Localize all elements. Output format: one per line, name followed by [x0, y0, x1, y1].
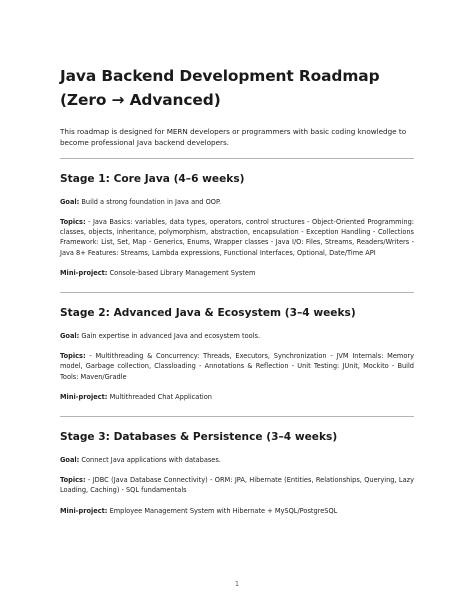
mini-project-text: Console-based Library Management System — [109, 268, 256, 277]
topics-label: Topics: — [60, 352, 86, 361]
intro-paragraph: This roadmap is designed for MERN developers or programmers with basic coding knowledge to become professional Java backend developers. — [60, 127, 407, 148]
goal-label: Goal: — [60, 332, 80, 341]
goal-text: Build a strong foundation in Java and OOP. — [81, 197, 221, 206]
topics-label: Topics: — [60, 218, 86, 227]
stage-1-mini-project — [60, 268, 414, 278]
document-page — [60, 64, 414, 516]
topics-text: - Multithreading & Concurrency: Threads, Executors, Synchronization - JVM Internals: Memory model, Garbage collection, Classloading - Annotations & Reflection - Unit Testing: JUnit, Mockito - Build Tools: Maven/Gradle — [60, 352, 414, 381]
stage-3-title: Stage 3: Databases & Persistence (3–4 weeks) — [60, 431, 338, 444]
document-title: Java Backend Development Roadmap (Zero → Advanced) — [60, 67, 380, 109]
stage-2-topics — [60, 351, 414, 382]
goal-text: Connect Java applications with databases. — [81, 456, 221, 465]
stage-1-section — [60, 172, 414, 293]
stage-1-goal — [60, 197, 414, 207]
mini-project-text: Multithreaded Chat Application — [109, 392, 212, 401]
stage-3-goal — [60, 455, 414, 465]
goal-label: Goal: — [60, 456, 80, 465]
stage-3-section — [60, 430, 414, 516]
stage-2-title: Stage 2: Advanced Java & Ecosystem (3–4 weeks) — [60, 307, 356, 320]
goal-text: Gain expertise in advanced Java and ecosystem tools. — [81, 332, 261, 341]
section-divider — [60, 158, 414, 159]
stage-1-title: Stage 1: Core Java (4–6 weeks) — [60, 172, 245, 185]
stage-2-mini-project — [60, 392, 414, 402]
stage-1-topics — [60, 217, 414, 258]
section-divider — [60, 416, 414, 417]
topics-text: - Java Basics: variables, data types, operators, control structures - Object-Oriented Programming: classes, objects, inheritance, polymorphism, abstraction, encapsulation - Exception Handling - Collections Framework: List, Set, Map - Generics, Enums, Wrapper classes - Java I/O: Files, Streams, Readers/Writers - Java 8+ Features: Streams, Lambda expressions, Functional Interfaces, Optional, Date/Time API — [60, 218, 414, 257]
topics-label: Topics: — [60, 476, 86, 485]
mini-project-text: Employee Management System with Hibernate + MySQL/PostgreSQL — [109, 506, 338, 515]
goal-label: Goal: — [60, 197, 80, 206]
section-divider — [60, 292, 414, 293]
mini-project-label: Mini-project: — [60, 506, 108, 515]
page-number: 1 — [234, 580, 240, 588]
stage-3-topics — [60, 475, 414, 495]
topics-text: - JDBC (Java Database Connectivity) - ORM: JPA, Hibernate (Entities, Relationships, Querying, Lazy Loading, Caching) - SQL fundamentals — [60, 476, 414, 495]
mini-project-label: Mini-project: — [60, 268, 108, 277]
stage-3-mini-project — [60, 506, 414, 516]
stage-2-section — [60, 306, 414, 417]
mini-project-label: Mini-project: — [60, 392, 108, 401]
stage-2-goal — [60, 331, 414, 341]
